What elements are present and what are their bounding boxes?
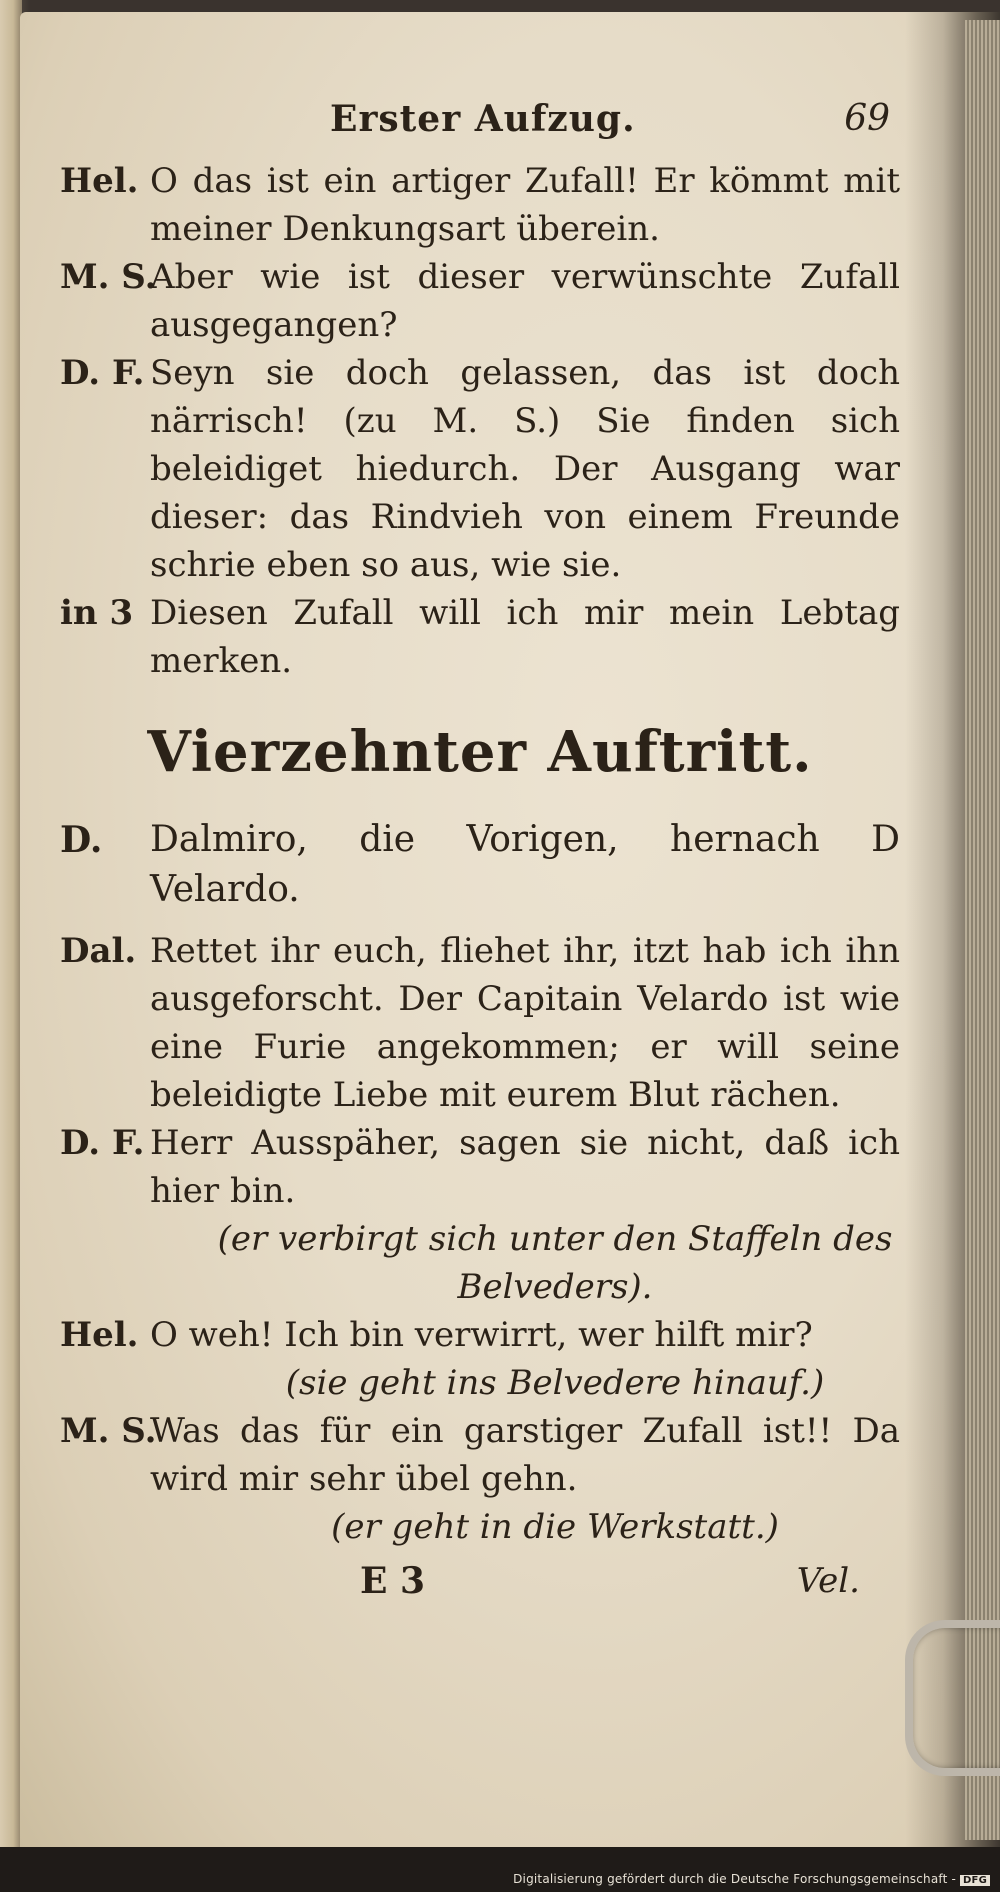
digitization-credit [513,1872,990,1886]
speech-text: O weh! Ich bin verwirrt, wer hilft mir? [150,1315,813,1355]
cast-list [60,815,900,915]
speech-text: Diesen Zufall will ich mir mein Lebtag merken. [150,593,900,681]
left-page-edge [0,0,22,1860]
dialogue-line [60,157,900,253]
speech-text: Was das für ein garstiger Zufall ist!! Da wird mir sehr übel gehn. [150,1411,900,1499]
stage-direction: (er geht in die Werkstatt.) [331,1507,779,1547]
scene-title: Vierzehnter Auftritt. [147,719,813,785]
speaker-label: D. F. [60,353,145,393]
speaker-label: Hel. [60,161,139,201]
signature-mark: E 3 [360,1560,426,1602]
stage-direction: (sie geht ins Belvedere hinauf.) [285,1363,825,1403]
dialogue-line [60,349,900,589]
digitization-footer [0,1847,1000,1892]
speaker-label: Dal. [60,931,137,971]
page-text [60,95,900,1609]
speaker-label: Hel. [60,1315,139,1355]
speech-text: Aber wie ist dieser verwünschte Zufall ausgegangen? [150,257,900,345]
cast-prefix: D. [60,819,103,861]
page-number: 69 [844,98,890,139]
stage-direction: (er verbirgt sich unter den Staffeln des Belveders). [217,1219,893,1307]
speaker-label: in 3 [60,593,134,633]
dialogue-line [60,1119,900,1311]
speaker-label: D. F. [60,1123,145,1163]
credit-text: Digitalisierung gefördert durch die Deutsche Forschungsgemeinschaft - [513,1872,957,1886]
dialogue-line [60,1407,900,1551]
page-stack-edge [965,20,1000,1840]
cast-text: Dalmiro, die Vorigen, hernach D Velardo. [150,819,900,910]
speech-text: Seyn sie doch gelassen, das ist doch närrisch! (zu M. S.) Sie finden sich beleidiget hiedurch. Der Ausgang war dieser: das Rindvieh von einem Freunde schrie eben so aus, wie sie. [150,353,900,585]
dialogue-line [60,589,900,685]
running-title: Erster Aufzug. [330,98,636,140]
dialogue-line [60,1311,900,1407]
speech-text: O das ist ein artiger Zufall! Er kömmt mit meiner Denkungsart überein. [150,161,900,249]
dfg-logo-icon: DFG [960,1875,990,1886]
speech-text: Rettet ihr euch, fliehet ihr, itzt hab ich ihn ausgeforscht. Der Capitain Velardo ist wie eine Furie angekommen; er will seine beleidigte Liebe mit eurem Blut rächen. [150,931,900,1115]
speech-text: Herr Ausspäher, sagen sie nicht, daß ich hier bin. [150,1123,900,1211]
speaker-label: M. S. [60,257,157,297]
page-footer [60,1557,900,1609]
running-head [60,95,900,157]
speaker-label: M. S. [60,1411,157,1451]
dialogue-line [60,927,900,1119]
page-clip [905,1620,1000,1776]
dialogue-line [60,253,900,349]
catchword: Vel. [796,1561,860,1601]
